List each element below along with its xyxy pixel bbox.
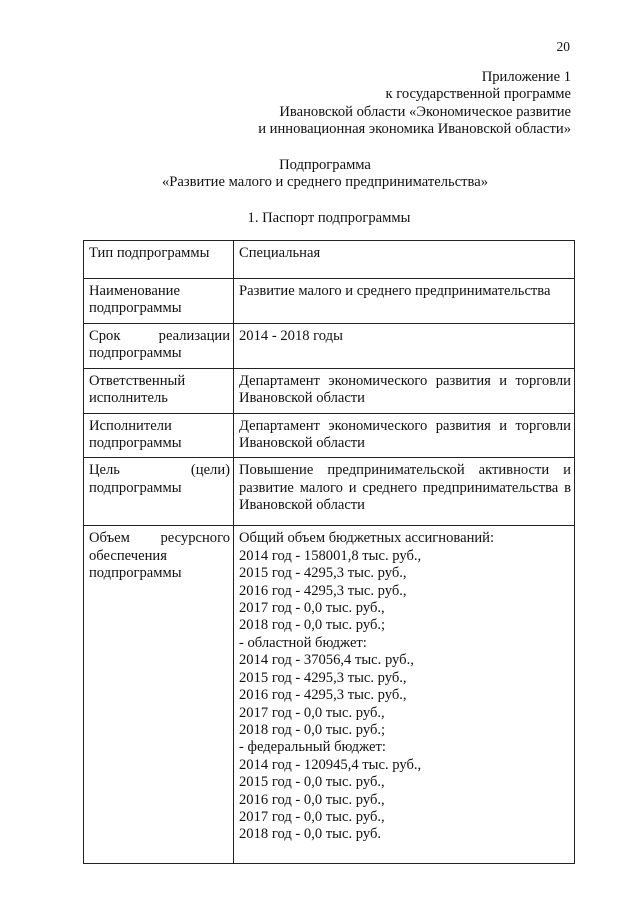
label-line: Наименование bbox=[89, 283, 180, 299]
label-line: подпрограммы bbox=[89, 435, 182, 452]
value-line: Департамент экономического развития и торговли bbox=[239, 372, 571, 389]
value-line: 2017 год - 0,0 тыс. руб., bbox=[239, 704, 385, 721]
row-label bbox=[84, 323, 234, 368]
label-line: Ответственный bbox=[89, 372, 186, 389]
label-line: Срок реализации bbox=[89, 327, 230, 344]
label-line: Цель (цели) bbox=[89, 462, 230, 479]
value-line: Департамент экономического развития и торговли bbox=[239, 417, 571, 434]
appendix-line: Ивановской области «Экономическое развитие bbox=[279, 103, 571, 120]
value-line: 2014 - 2018 годы bbox=[239, 327, 343, 344]
value-line: Специальная bbox=[239, 245, 321, 261]
table-row bbox=[84, 279, 575, 324]
value-line: 2018 год - 0,0 тыс. руб.; bbox=[239, 617, 386, 634]
value-line: 2015 год - 0,0 тыс. руб., bbox=[239, 774, 385, 791]
value-line: 2014 год - 37056,4 тыс. руб., bbox=[239, 652, 414, 669]
appendix-line: к государственной программе bbox=[385, 86, 571, 103]
value-line: 2015 год - 4295,3 тыс. руб., bbox=[239, 669, 407, 686]
value-line: Развитие малого и среднего предпринимательства bbox=[239, 283, 551, 299]
appendix-line: и инновационная экономика Ивановской области» bbox=[258, 121, 571, 138]
value-line: 2016 год - 4295,3 тыс. руб., bbox=[239, 687, 407, 704]
row-value bbox=[234, 241, 575, 279]
value-line: - областной бюджет: bbox=[239, 634, 367, 651]
value-line: Ивановской области bbox=[239, 435, 365, 452]
appendix-line: Приложение 1 bbox=[481, 69, 571, 85]
row-value bbox=[234, 323, 575, 368]
label-line: Исполнители bbox=[89, 417, 172, 434]
row-value bbox=[234, 458, 575, 526]
table-row bbox=[84, 458, 575, 526]
table-row bbox=[84, 526, 575, 864]
label-line: Тип подпрограммы bbox=[89, 245, 210, 261]
table-row bbox=[84, 413, 575, 458]
table-row bbox=[84, 241, 575, 279]
page-number: 20 bbox=[556, 39, 570, 54]
value-line: развитие малого и среднего предпринимательства в bbox=[239, 479, 571, 496]
label-line: подпрограммы bbox=[89, 565, 182, 582]
value-line: Ивановской области bbox=[239, 497, 365, 514]
subprogram-name: «Развитие малого и среднего предпринимательства» bbox=[161, 174, 489, 191]
row-label bbox=[84, 413, 234, 458]
row-label bbox=[84, 368, 234, 413]
row-label bbox=[84, 279, 234, 324]
value-line: 2014 год - 158001,8 тыс. руб., bbox=[239, 547, 422, 564]
label-line: обеспечения bbox=[89, 547, 167, 564]
row-value bbox=[234, 279, 575, 324]
passport-table bbox=[83, 240, 575, 864]
value-line: 2018 год - 0,0 тыс. руб.; bbox=[239, 721, 386, 738]
appendix-header bbox=[151, 69, 571, 139]
label-line: подпрограммы bbox=[89, 479, 182, 496]
subprogram-heading: Подпрограмма bbox=[279, 157, 371, 173]
label-line: Объем ресурсного bbox=[89, 530, 230, 547]
row-value bbox=[234, 368, 575, 413]
value-line: - федеральный бюджет: bbox=[239, 739, 386, 756]
value-line: Ивановской области bbox=[239, 390, 365, 407]
row-value bbox=[234, 526, 575, 864]
value-line: 2016 год - 0,0 тыс. руб., bbox=[239, 791, 385, 808]
value-line: 2016 год - 4295,3 тыс. руб., bbox=[239, 582, 407, 599]
row-label bbox=[84, 526, 234, 864]
value-line: 2017 год - 0,0 тыс. руб., bbox=[239, 808, 385, 825]
table-row bbox=[84, 368, 575, 413]
value-line: 2017 год - 0,0 тыс. руб., bbox=[239, 600, 385, 617]
value-line: Повышение предпринимательской активности и bbox=[239, 462, 571, 479]
row-label bbox=[84, 458, 234, 526]
subprogram-title bbox=[0, 157, 640, 192]
passport-title: 1. Паспорт подпрограммы bbox=[247, 210, 411, 226]
value-line: Общий объем бюджетных ассигнований: bbox=[239, 530, 495, 547]
row-value bbox=[234, 413, 575, 458]
label-line: подпрограммы bbox=[89, 300, 182, 317]
table-row bbox=[84, 323, 575, 368]
row-label bbox=[84, 241, 234, 279]
value-line: 2015 год - 4295,3 тыс. руб., bbox=[239, 565, 407, 582]
value-line: 2018 год - 0,0 тыс. руб. bbox=[239, 826, 382, 843]
label-line: исполнитель bbox=[89, 390, 168, 407]
value-line: 2014 год - 120945,4 тыс. руб., bbox=[239, 756, 422, 773]
label-line: подпрограммы bbox=[89, 345, 182, 362]
